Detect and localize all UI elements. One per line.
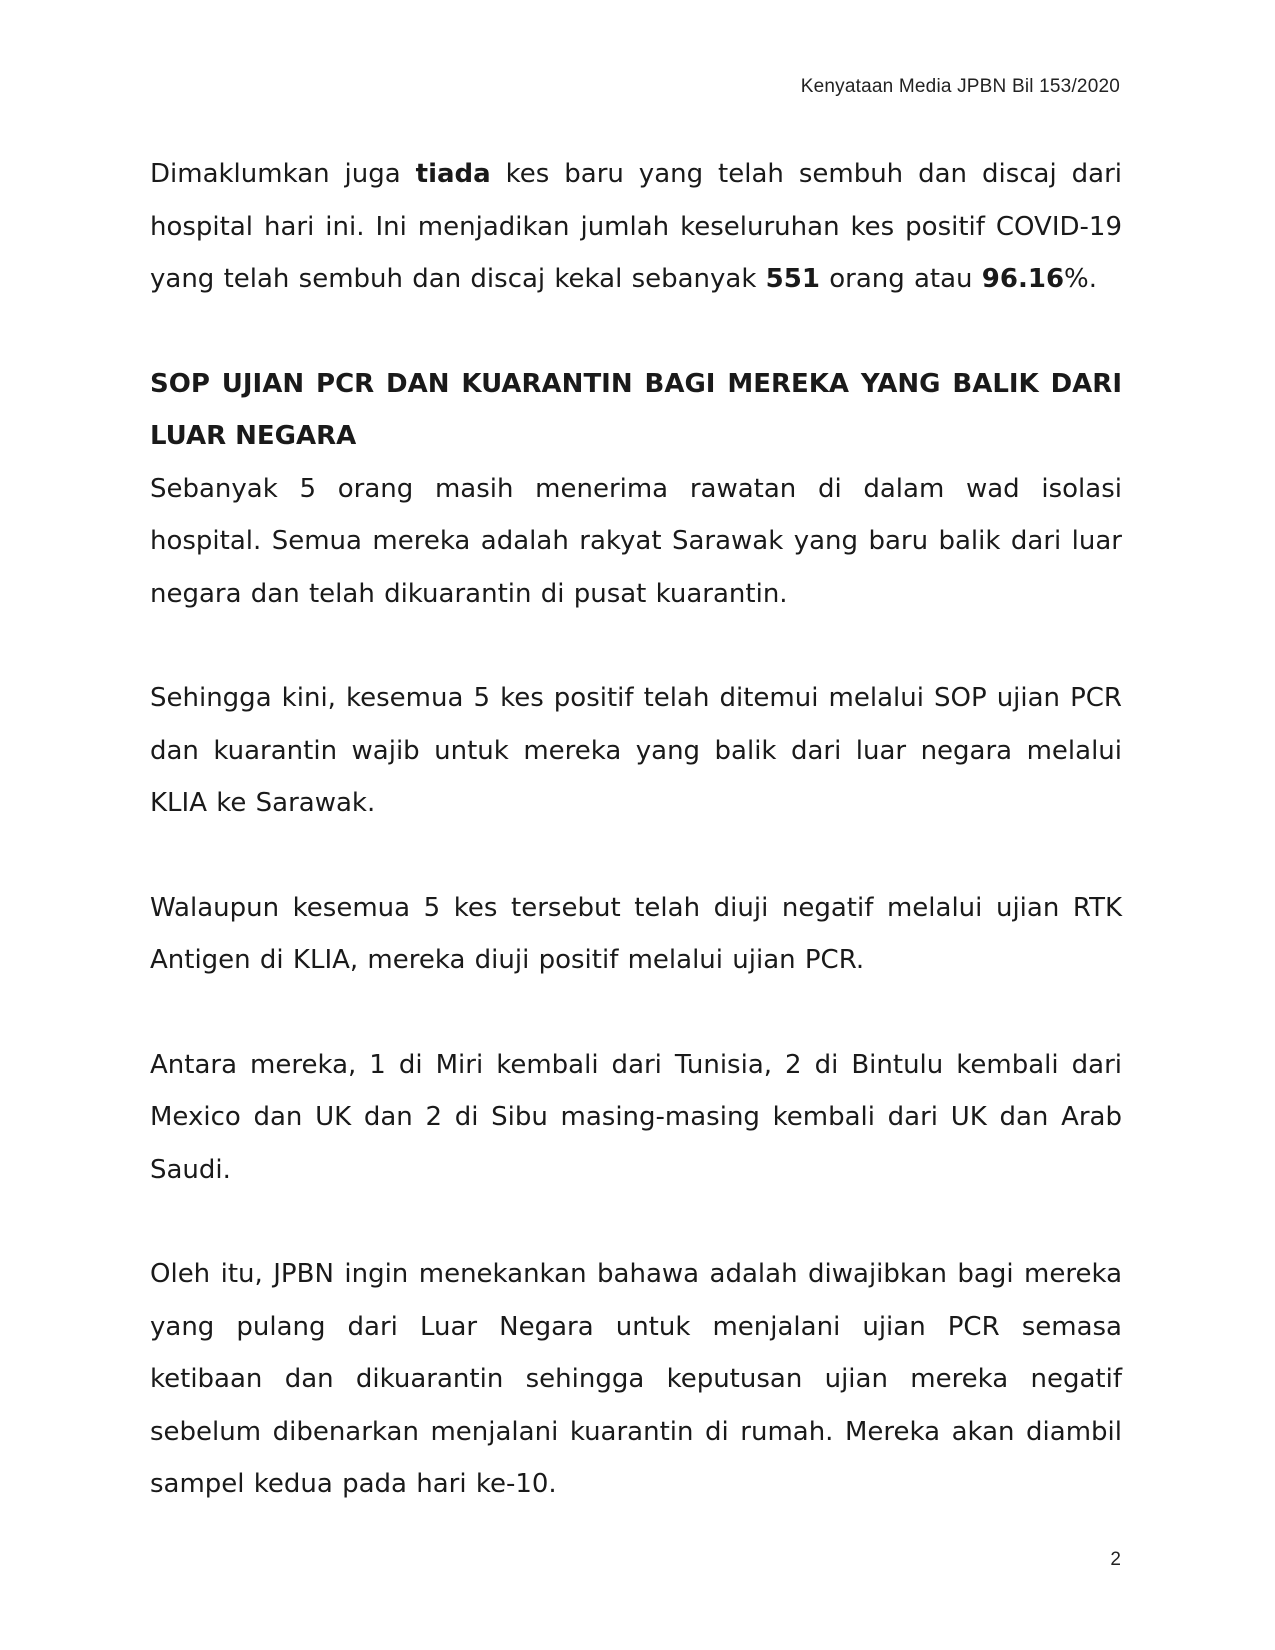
recovery-text-orang: orang atau [819, 264, 982, 294]
document-body [150, 148, 1122, 1511]
recovery-text-end: %. [1064, 264, 1098, 294]
recovery-paragraph [150, 148, 1122, 306]
rtk-antigen-paragraph: Walaupun kesemua 5 kes tersebut telah diuji negatif melalui ujian RTK Antigen di KLIA, mereka diuji positif melalui ujian PCR. [150, 892, 1122, 975]
mandatory-quarantine-paragraph: Oleh itu, JPBN ingin menekankan bahawa adalah diwajibkan bagi mereka yang pulang dari Luar Negara untuk menjalani ujian PCR semasa ketibaan dan dikuarantin sehingga keputusan ujian mereka negatif sebelum dibenarkan menjalani kuarantin di rumah. Mereka akan diambil sampel kedua pada hari ke-10. [150, 1259, 1122, 1499]
no-new-recoveries: tiada [415, 159, 491, 189]
pcr-sop-paragraph: Sehingga kini, kesemua 5 kes positif telah ditemui melalui SOP ujian PCR dan kuarantin wajib untuk mereka yang balik dari luar negara melalui KLIA ke Sarawak. [150, 683, 1122, 818]
recovery-text-start: Dimaklumkan juga [150, 159, 416, 189]
recovered-count: 551 [765, 264, 820, 294]
page-number: 2 [1110, 1549, 1121, 1570]
section-heading: SOP UJIAN PCR DAN KUARANTIN BAGI MEREKA YANG BALIK DARI LUAR NEGARA [150, 368, 1122, 451]
treatment-paragraph: Sebanyak 5 orang masih menerima rawatan di dalam wad isolasi hospital. Semua mereka adalah rakyat Sarawak yang baru balik dari luar negara dan telah dikuarantin di pusat kuarantin. [150, 473, 1122, 609]
recovered-percent: 96.16 [981, 264, 1065, 294]
document-reference: Kenyataan Media JPBN Bil 153/2020 [800, 76, 1120, 97]
recovery-text-middle: kes baru yang telah sembuh dan discaj dari hospital hari ini. Ini menjadikan jumlah keseluruhan kes positif COVID-19 yang telah sembuh dan discaj kekal sebanyak [150, 159, 1122, 294]
case-origins-paragraph: Antara mereka, 1 di Miri kembali dari Tunisia, 2 di Bintulu kembali dari Mexico dan UK dan 2 di Sibu masing-masing kembali dari UK dan Arab Saudi. [150, 1049, 1122, 1185]
